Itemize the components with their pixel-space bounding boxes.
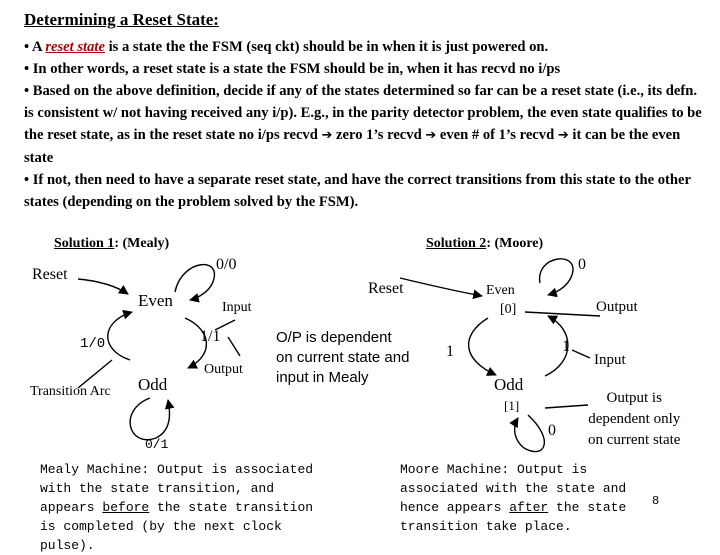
mealy-even-loop-label: 0/0	[216, 256, 237, 273]
moore-odd-output: [1]	[504, 398, 520, 413]
moore-dependent-note: Output is dependent only on current state	[588, 390, 681, 448]
page-number: 8	[652, 494, 660, 508]
transition-arc-label: Transition Arc	[30, 384, 111, 399]
bullet-3-text: • Based on the above definition, decide if any of the states determined so far can be a reset state (i.e., its defn. is consistent w/ not having received any i/p). E.g., in the parity detector problem, the even state qualifies to be the reset state, as in the reset state no i/ps recvd	[24, 83, 702, 143]
arrow-icon: ➔	[321, 128, 333, 143]
mealy-caption-part-2: the state transition is completed (by the next clock pulse).	[40, 500, 314, 553]
arrow-icon: ➔	[425, 128, 437, 143]
moore-reset-label: Reset	[368, 280, 404, 297]
mealy-odd-loop	[130, 398, 169, 440]
moore-caption	[400, 460, 650, 536]
mealy-caption	[40, 460, 320, 555]
moore-odd-state: Odd	[494, 375, 524, 394]
mealy-odd-loop-label: 0/1	[145, 437, 169, 452]
mealy-output-label: Output	[204, 362, 243, 377]
mealy-dependent-note: O/P is dependent on current state and input in Mealy	[276, 329, 410, 386]
moore-even-to-odd-arc	[469, 318, 496, 375]
bullet-1-suffix: is a state the the FSM (seq ckt) should be in when it is just powered on.	[104, 39, 549, 55]
mealy-even-loop	[175, 265, 214, 300]
bullet-3-step-3: it can be the even state	[24, 127, 681, 166]
mealy-reset-arrow	[78, 279, 128, 294]
moore-even-output: [0]	[500, 302, 517, 317]
mealy-output-pointer	[228, 337, 240, 356]
mealy-transition-1-0: 1/0	[80, 336, 106, 352]
mealy-transition-1-1: 1/1	[200, 328, 221, 345]
moore-heading	[426, 236, 543, 252]
moore-input-pointer	[572, 350, 590, 358]
mealy-caption-part-1: Mealy Machine: Output is associated with the state transition, and appears	[40, 462, 314, 515]
moore-heading-label: Solution 2	[426, 236, 487, 251]
moore-even-state: Even	[486, 283, 515, 298]
moore-even-loop	[540, 259, 573, 295]
moore-caption-part-2: the state transition take place.	[400, 500, 627, 534]
arrow-icon: ➔	[557, 128, 569, 143]
moore-even-loop-label: 0	[578, 256, 586, 273]
moore-heading-type: : (Moore)	[486, 236, 544, 251]
moore-input-label: Input	[594, 352, 626, 368]
bullet-3-step-1: zero 1’s recvd	[332, 127, 426, 143]
mealy-odd-state: Odd	[138, 375, 168, 394]
mealy-input-label: Input	[222, 300, 252, 315]
slide-title: Determining a Reset State:	[24, 10, 219, 29]
mealy-heading-type: : (Mealy)	[114, 236, 170, 251]
reset-state-term: reset state	[45, 39, 105, 55]
moore-transition-left: 1	[446, 343, 454, 360]
moore-output-pointer	[525, 312, 600, 316]
bullet-3-step-2: even # of 1’s recvd	[436, 127, 558, 143]
bullet-4: • If not, then need to have a separate reset state, and have the correct transitions from this state to the other states (depending on the problem solved by the FSM).	[24, 172, 691, 210]
moore-caption-emphasis: after	[509, 500, 549, 515]
moore-output-label: Output	[596, 299, 638, 315]
moore-odd-loop	[515, 415, 545, 452]
bullet-2: • In other words, a reset state is a state the FSM should be in, when it has recvd no i/ps	[24, 61, 561, 77]
moore-transition-right: 1	[562, 338, 570, 355]
moore-odd-loop-label: 0	[548, 422, 556, 439]
mealy-odd-to-even-arc	[108, 312, 132, 360]
mealy-reset-label: Reset	[32, 266, 68, 283]
moore-reset-arrow	[400, 278, 482, 296]
moore-dependent-pointer	[545, 405, 588, 408]
bullet-1-prefix: • A	[24, 39, 46, 55]
moore-caption-part-1: Moore Machine: Output is associated with the state and hence appears	[400, 462, 627, 515]
mealy-heading-label: Solution 1	[54, 236, 115, 251]
mealy-caption-emphasis: before	[102, 500, 150, 515]
mealy-heading	[54, 236, 169, 252]
mealy-even-state: Even	[138, 291, 173, 310]
